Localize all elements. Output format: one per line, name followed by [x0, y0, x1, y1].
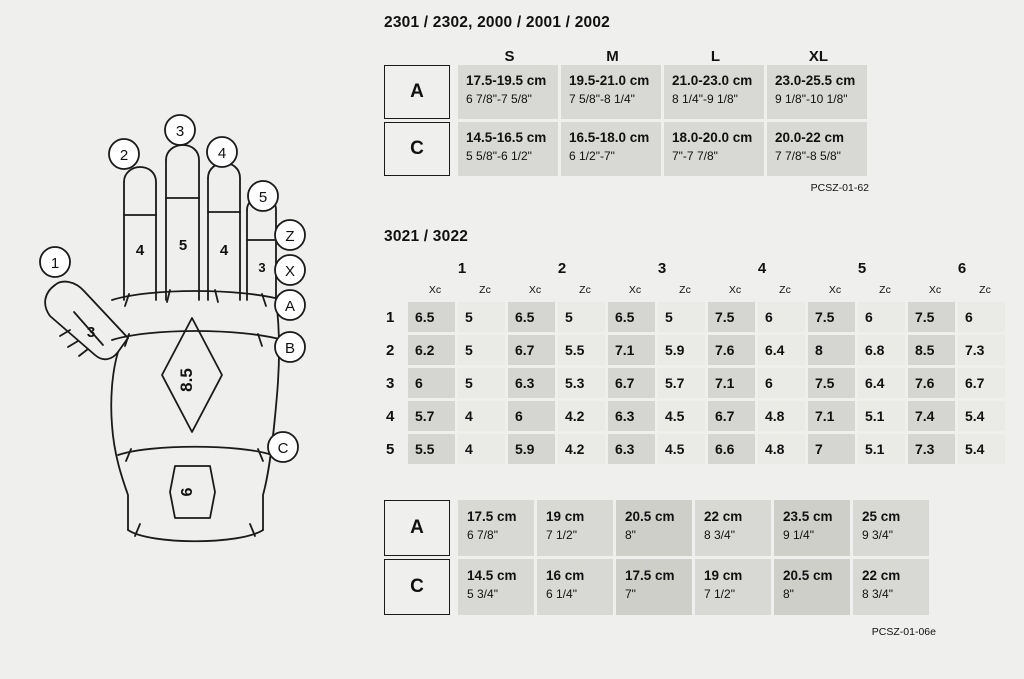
- cell-imperial: 9 3/4": [862, 528, 893, 542]
- cell-a-m: [561, 65, 661, 119]
- cell-metric: 21.0-23.0 cm: [672, 73, 753, 88]
- grid-cell: 6.7: [708, 401, 755, 431]
- callout-4-label: 4: [217, 145, 227, 162]
- grid-cell: 6: [858, 302, 905, 332]
- grid-cell: 7.5: [708, 302, 755, 332]
- grid-cell: 6.7: [958, 368, 1005, 398]
- grid-cell: 5: [458, 302, 505, 332]
- section2-sub-headers: [412, 284, 1024, 302]
- grid-cell: 7.4: [908, 401, 955, 431]
- sub-header-zc-1: Zc: [479, 284, 491, 296]
- grid-cell: 7.5: [908, 302, 955, 332]
- cell-metric: 23.5 cm: [783, 509, 833, 524]
- size-charts-panel: [378, 0, 1024, 674]
- grid-cell: 7.3: [908, 434, 955, 464]
- grid-cell: 5: [458, 368, 505, 398]
- cell-imperial: 8 3/4": [704, 528, 735, 542]
- hand-diagram-svg: [0, 0, 370, 674]
- cell-imperial: 6 1/2"-7": [569, 149, 615, 163]
- cell-metric: 16.5-18.0 cm: [569, 130, 650, 145]
- cell-imperial: 5 5/8"-6 1/2": [466, 149, 532, 163]
- sub-header-zc-2: Zc: [579, 284, 591, 296]
- cell-a-6: [853, 500, 929, 556]
- grid-cell: 4: [458, 401, 505, 431]
- grid-cell: 5.9: [508, 434, 555, 464]
- grid-cell: 7.5: [808, 302, 855, 332]
- grid-cell: 6.5: [508, 302, 555, 332]
- grid-cell: 5.5: [408, 434, 455, 464]
- group-header-5: 5: [857, 260, 867, 277]
- table-row: [384, 559, 1024, 615]
- cell-imperial: 6 1/4": [546, 587, 577, 601]
- cell-metric: 25 cm: [862, 509, 901, 524]
- group-header-1: 1: [457, 260, 467, 277]
- cell-imperial: 7 7/8"-8 5/8": [775, 149, 841, 163]
- table-row: [384, 434, 1024, 464]
- grid-cell: 5.1: [858, 434, 905, 464]
- grid-cell: 4.2: [558, 401, 605, 431]
- grid-cell: 6.6: [708, 434, 755, 464]
- table-row: [384, 368, 1024, 398]
- grid-cell: 7.1: [608, 335, 655, 365]
- col-header-l: L: [710, 48, 721, 65]
- callout-3-label: 3: [175, 123, 185, 140]
- grid-cell: 6.8: [858, 335, 905, 365]
- cell-imperial: 9 1/4": [783, 528, 814, 542]
- cell-imperial: 7"-7 7/8": [672, 149, 718, 163]
- cell-metric: 18.0-20.0 cm: [672, 130, 753, 145]
- cell-metric: 23.0-25.5 cm: [775, 73, 856, 88]
- sub-header-xc-1: Xc: [428, 284, 442, 296]
- cell-c-3: [616, 559, 692, 615]
- grid-cell: 5.3: [558, 368, 605, 398]
- table-row: [384, 122, 884, 176]
- grid-cell: 4.8: [758, 401, 805, 431]
- cell-imperial: 7 5/8"-8 1/4": [569, 92, 635, 106]
- grid-cell: 6.3: [608, 434, 655, 464]
- sub-header-xc-4: Xc: [728, 284, 742, 296]
- cell-metric: 20.5 cm: [625, 509, 675, 524]
- grid-cell: 5: [458, 335, 505, 365]
- cell-a-4: [695, 500, 771, 556]
- grid-cell: 6: [758, 368, 805, 398]
- sub-header-zc-3: Zc: [679, 284, 691, 296]
- cell-a-l: [664, 65, 764, 119]
- section2-group-headers: [412, 260, 1024, 284]
- grid-cell: 6: [758, 302, 805, 332]
- cell-c-xl: [767, 122, 867, 176]
- sub-header-zc-4: Zc: [779, 284, 791, 296]
- cell-metric: 19 cm: [546, 509, 585, 524]
- grid-cell: 6.3: [608, 401, 655, 431]
- grid-cell: 4.5: [658, 434, 705, 464]
- grid-cell: 5.5: [558, 335, 605, 365]
- marker-a-label: A: [284, 298, 296, 315]
- table-row: [384, 500, 1024, 556]
- group-header-2: 2: [557, 260, 567, 277]
- cell-metric: 20.5 cm: [783, 568, 833, 583]
- grid-cell: 8: [808, 335, 855, 365]
- marker-x-label: X: [284, 263, 296, 280]
- cell-metric: 17.5 cm: [625, 568, 675, 583]
- grid-cell: 7.6: [908, 368, 955, 398]
- grid-cell: 5: [558, 302, 605, 332]
- sub-header-xc-2: Xc: [528, 284, 542, 296]
- group-header-4: 4: [757, 260, 767, 277]
- cell-c-s: [458, 122, 558, 176]
- finger-value-3: 5: [178, 237, 188, 254]
- cell-imperial: 5 3/4": [467, 587, 498, 601]
- grid-cell: 5.9: [658, 335, 705, 365]
- grid-cell: 6.5: [408, 302, 455, 332]
- section-ac-measurements: [384, 500, 1024, 618]
- cell-c-4: [695, 559, 771, 615]
- cell-imperial: 9 1/8"-10 1/8": [775, 92, 848, 106]
- grid-cell: 6.4: [858, 368, 905, 398]
- cell-c-m: [561, 122, 661, 176]
- grid-cell: 4.8: [758, 434, 805, 464]
- grid-cell: 5.4: [958, 434, 1005, 464]
- col-header-m: M: [606, 48, 619, 65]
- grid-cell: 6.4: [758, 335, 805, 365]
- row-label-c: C: [384, 559, 450, 615]
- cell-metric: 19 cm: [704, 568, 743, 583]
- finger-value-1: 3: [86, 324, 96, 341]
- sub-header-zc-5: Zc: [879, 284, 891, 296]
- palm-value: 8.5: [177, 368, 196, 392]
- grid-cell: 7.1: [808, 401, 855, 431]
- row-label-c: C: [384, 122, 450, 176]
- col-header-s: S: [504, 48, 515, 65]
- callout-2-label: 2: [119, 147, 129, 164]
- cell-metric: 16 cm: [546, 568, 585, 583]
- cell-a-2: [537, 500, 613, 556]
- callout-1-label: 1: [50, 255, 60, 272]
- marker-b-label: B: [284, 340, 296, 357]
- cell-imperial: 7": [625, 587, 636, 601]
- marker-z-label: Z: [285, 228, 295, 245]
- row-label: 2: [386, 341, 395, 359]
- cell-metric: 22 cm: [862, 568, 901, 583]
- sub-header-xc-5: Xc: [828, 284, 842, 296]
- cell-c-5: [774, 559, 850, 615]
- table-row: [384, 302, 1024, 332]
- cell-imperial: 8": [625, 528, 636, 542]
- cell-metric: 14.5 cm: [467, 568, 517, 583]
- cell-a-3: [616, 500, 692, 556]
- sub-header-xc-6: Xc: [928, 284, 942, 296]
- row-label-a: A: [384, 65, 450, 119]
- grid-cell: 4.2: [558, 434, 605, 464]
- cell-c-2: [537, 559, 613, 615]
- cell-imperial: 8 3/4": [862, 587, 893, 601]
- row-label-a: A: [384, 500, 450, 556]
- cell-metric: 17.5-19.5 cm: [466, 73, 547, 88]
- grid-cell: 7.3: [958, 335, 1005, 365]
- grid-cell: 4.5: [658, 401, 705, 431]
- section3-code: PCSZ-01-06e: [871, 626, 936, 638]
- grid-cell: 6: [408, 368, 455, 398]
- grid-cell: 5.4: [958, 401, 1005, 431]
- grid-cell: 7.1: [708, 368, 755, 398]
- grid-cell: 6: [958, 302, 1005, 332]
- section1-column-headers: [458, 48, 884, 65]
- row-label: 3: [386, 374, 395, 392]
- cell-metric: 20.0-22 cm: [775, 130, 845, 145]
- cell-a-5: [774, 500, 850, 556]
- cell-metric: 19.5-21.0 cm: [569, 73, 650, 88]
- hand-measurement-diagram: [0, 0, 370, 674]
- grid-cell: 7: [808, 434, 855, 464]
- cell-metric: 17.5 cm: [467, 509, 517, 524]
- finger-value-5: 3: [258, 260, 266, 275]
- section-2301-2302: [384, 14, 884, 194]
- grid-cell: 6.3: [508, 368, 555, 398]
- grid-cell: 5.7: [408, 401, 455, 431]
- grid-cell: 8.5: [908, 335, 955, 365]
- wrist-value: 6: [179, 487, 196, 497]
- table-row: [384, 65, 884, 119]
- cell-metric: 22 cm: [704, 509, 743, 524]
- row-label: 1: [386, 308, 395, 326]
- grid-cell: 6.5: [608, 302, 655, 332]
- cell-imperial: 8 1/4"-9 1/8": [672, 92, 738, 106]
- section2-title: 3021 / 3022: [384, 228, 469, 245]
- section1-code: PCSZ-01-62: [810, 182, 869, 194]
- col-header-xl: XL: [808, 48, 829, 65]
- row-label: 5: [386, 440, 395, 458]
- finger-value-4: 4: [219, 242, 229, 259]
- sub-header-xc-3: Xc: [628, 284, 642, 296]
- section1-title: 2301 / 2302, 2000 / 2001 / 2002: [384, 14, 610, 31]
- grid-cell: 4: [458, 434, 505, 464]
- grid-cell: 6.7: [608, 368, 655, 398]
- finger-value-2: 4: [135, 242, 145, 259]
- cell-c-1: [458, 559, 534, 615]
- marker-c-label: C: [277, 440, 289, 457]
- sub-header-zc-6: Zc: [979, 284, 991, 296]
- cell-a-xl: [767, 65, 867, 119]
- cell-metric: 14.5-16.5 cm: [466, 130, 547, 145]
- table-row: [384, 401, 1024, 431]
- grid-cell: 5.7: [658, 368, 705, 398]
- grid-cell: 5: [658, 302, 705, 332]
- grid-cell: 7.5: [808, 368, 855, 398]
- group-header-6: 6: [957, 260, 967, 277]
- cell-imperial: 7 1/2": [704, 587, 735, 601]
- section-3021-3022: [384, 228, 1024, 467]
- grid-cell: 7.6: [708, 335, 755, 365]
- cell-imperial: 6 7/8"-7 5/8": [466, 92, 532, 106]
- cell-a-1: [458, 500, 534, 556]
- callout-5-label: 5: [258, 189, 268, 206]
- table-row: [384, 335, 1024, 365]
- group-header-3: 3: [657, 260, 667, 277]
- cell-imperial: 7 1/2": [546, 528, 577, 542]
- grid-cell: 5.1: [858, 401, 905, 431]
- cell-c-6: [853, 559, 929, 615]
- grid-cell: 6: [508, 401, 555, 431]
- cell-imperial: 6 7/8": [467, 528, 498, 542]
- cell-imperial: 8": [783, 587, 794, 601]
- grid-cell: 6.2: [408, 335, 455, 365]
- row-label: 4: [386, 407, 395, 425]
- grid-cell: 6.7: [508, 335, 555, 365]
- cell-a-s: [458, 65, 558, 119]
- cell-c-l: [664, 122, 764, 176]
